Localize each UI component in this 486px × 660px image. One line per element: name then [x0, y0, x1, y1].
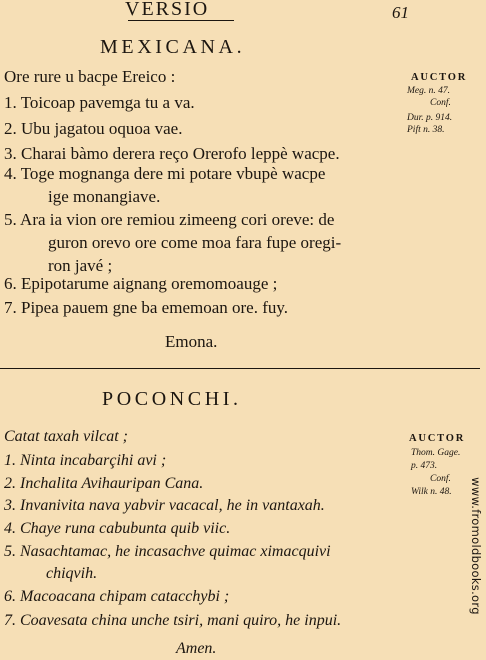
prayer-line-continuation: chiqvih. [46, 565, 98, 582]
watermark [468, 440, 484, 652]
section-title-poconchi: POCONCHI. [102, 388, 242, 410]
page-number: 61 [392, 3, 409, 22]
prayer-line: 4. Chaye runa cabubunta quib viic. [4, 520, 231, 537]
source-note: Thom. Gage. [411, 448, 461, 458]
amen-line: Amen. [176, 640, 217, 657]
prayer-line: 7. Pipea pauem gne ba ememoan ore. fuy. [4, 298, 289, 317]
source-note: Meg. n. 47. [407, 86, 451, 96]
prayer-line: 6. Epipotarume aignang oremomoauge ; [4, 274, 278, 293]
watermark-text: www.fromoldbooks.org [469, 477, 483, 615]
section-divider [0, 368, 480, 369]
prayer-line-continuation: ron javé ; [48, 256, 113, 275]
amen-line: Emona. [165, 332, 218, 351]
prayer-line: 5. Nasachtamac, he incasachve quimac ximacquivi [4, 543, 331, 560]
prayer-line: Ore rure u bacpe Ereico : [4, 67, 176, 86]
page-header: VERSIO [125, 0, 210, 20]
prayer-line: 2. Inchalita Avihauripan Cana. [4, 475, 204, 492]
auctor-label: AUCTOR [409, 433, 466, 444]
prayer-line: 3. Charai bàmo derera reço Orerofo leppè wacpe. [4, 144, 340, 163]
prayer-line: 1. Ninta incabarçihi avi ; [4, 452, 167, 469]
section-title-mexicana: MEXICANA. [100, 36, 246, 58]
source-note: Conf. [430, 474, 451, 484]
source-note: Conf. [430, 98, 451, 108]
prayer-line: 5. Ara ia vion ore remiou zimeeng cori oreve: de [4, 210, 335, 229]
prayer-line: 2. Ubu jagatou oquoa vae. [4, 119, 183, 138]
auctor-label: AUCTOR [411, 72, 468, 83]
prayer-line: 7. Coavesata china unche tsiri, mani quiro, he inpui. [4, 612, 342, 629]
prayer-line: 4. Toge mognanga dere mi potare vbupè wacpe [4, 164, 326, 183]
source-note: Pift n. 38. [407, 125, 445, 135]
prayer-line: Catat taxah vilcat ; [4, 428, 128, 445]
prayer-line: 6. Macoacana chipam catacchybi ; [4, 588, 230, 605]
prayer-line-continuation: ige monangiave. [48, 187, 161, 206]
prayer-line-continuation: guron orevo ore come moa fara fupe oregi- [48, 233, 342, 252]
prayer-line: 1. Toicoap pavemga tu a va. [4, 93, 195, 112]
source-note: Wilk n. 48. [411, 487, 452, 497]
source-note: p. 473. [411, 461, 438, 471]
prayer-line: 3. Invanivita nava yabvir vacacal, he in vantaxah. [4, 497, 325, 514]
source-note: Dur. p. 914. [407, 113, 453, 123]
header-underline [128, 20, 234, 21]
